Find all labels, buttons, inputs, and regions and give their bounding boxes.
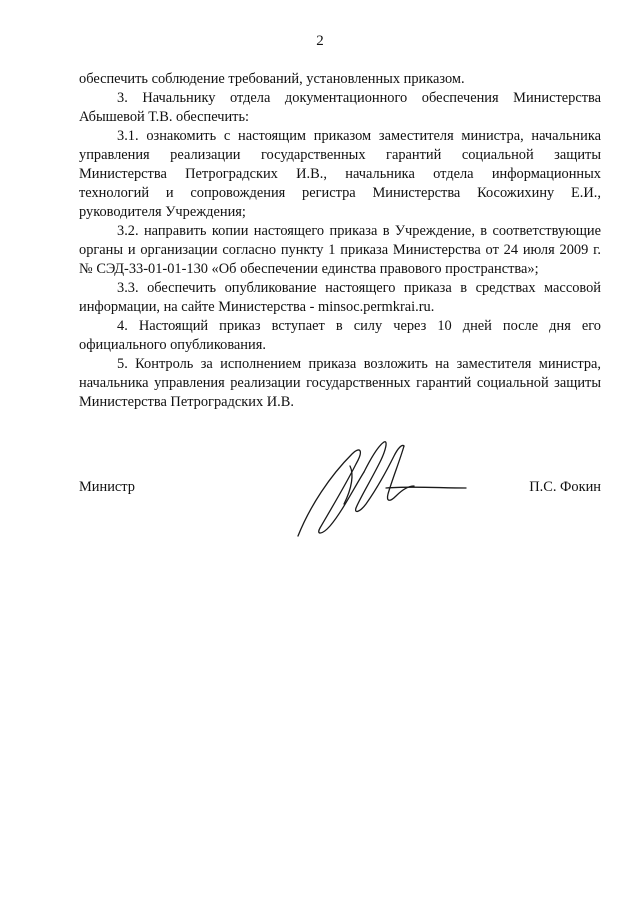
paragraph-item-3-2: 3.2. направить копии настоящего приказа в Учреждение, в соответствующие органы и организации согласно пункту 1 приказа Министерства от 24 июля 2009 г. № СЭД-33-01-01-130 «Об обеспечении единства правового пространства»; [79, 223, 601, 277]
page-number: 2 [316, 33, 324, 49]
paragraph-item-5: 5. Контроль за исполнением приказа возложить на заместителя министра, начальника управления реализации государственных гарантий социальной защиты Министерства Петроградских И.В. [79, 356, 601, 410]
paragraph-item-3-1: 3.1. ознакомить с настоящим приказом заместителя министра, начальника управления реализации государственных гарантий социальной защиты Министерства Петроградских И.В., начальника отдела информационных технологий и сопровождения регистра Министерства Косожихину Е.И., руководителя Учреждения; [79, 128, 601, 220]
handwritten-signature [290, 436, 470, 546]
signatory-title: Министр [79, 479, 135, 495]
paragraph-item-3: 3. Начальнику отдела документационного обеспечения Министерства Абышевой Т.В. обеспечить: [79, 90, 601, 125]
signatory-name: П.С. Фокин [529, 479, 601, 495]
paragraph-continuation: обеспечить соблюдение требований, установленных приказом. [79, 71, 465, 87]
paragraph-item-4: 4. Настоящий приказ вступает в силу через 10 дней после дня его официального опубликования. [79, 318, 601, 353]
document-body [79, 70, 601, 412]
paragraph-item-3-3: 3.3. обеспечить опубликование настоящего приказа в средствах массовой информации, на сайте Министерства - minsoc.permkrai.ru. [79, 280, 601, 315]
